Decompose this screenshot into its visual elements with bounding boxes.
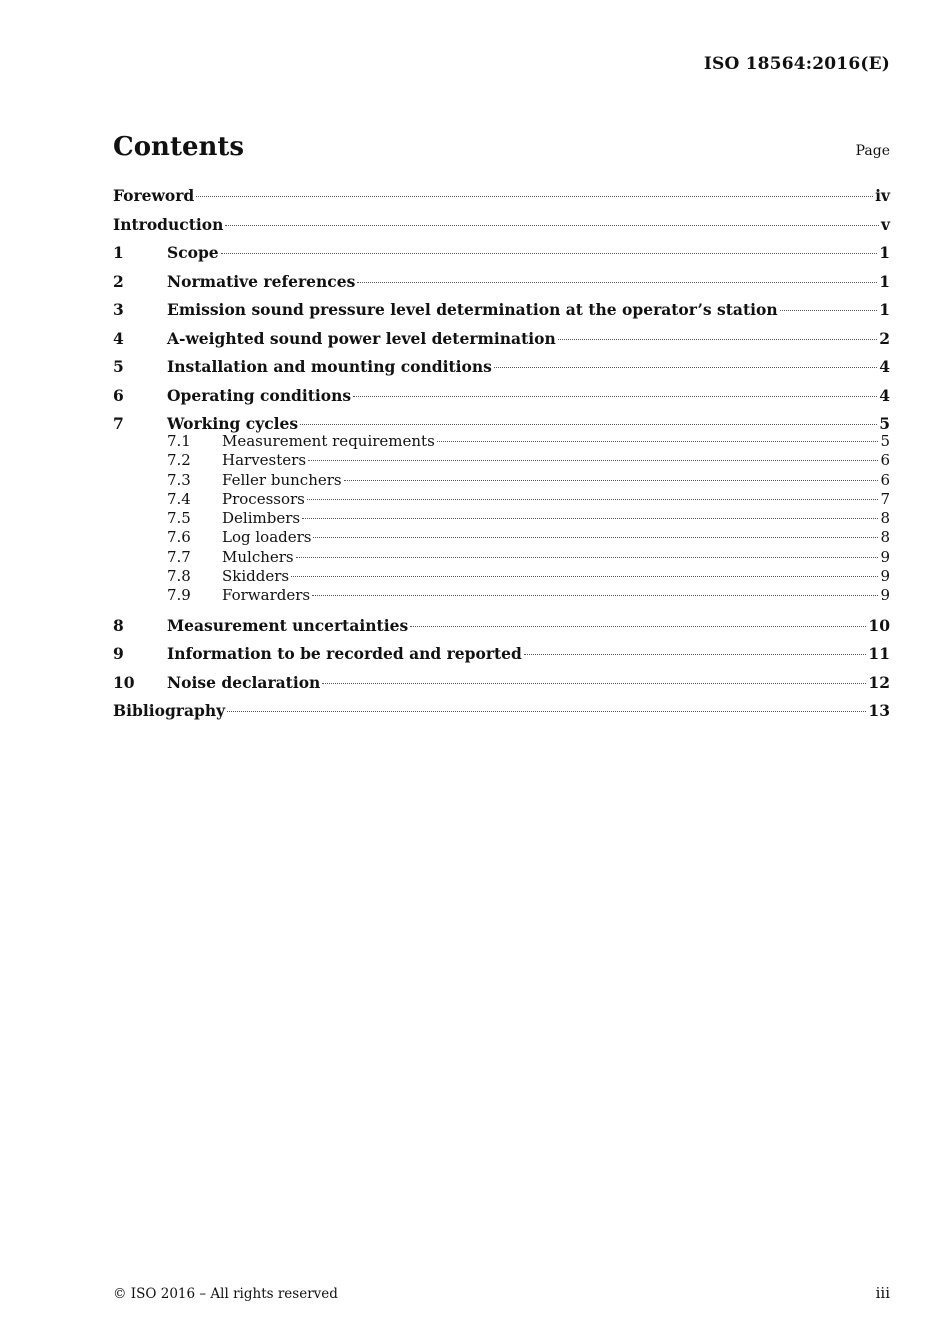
page-column-label: Page	[855, 143, 890, 159]
toc-entry-number: 7.3	[167, 470, 191, 489]
toc-entry-number: 7.9	[167, 586, 191, 605]
toc-entry-page: 9	[880, 586, 890, 605]
toc-entry[interactable]	[113, 567, 890, 586]
toc-entry-page: iv	[875, 186, 890, 205]
toc-entry-page: 2	[879, 328, 890, 348]
toc-entry-number: 7	[113, 414, 124, 433]
contents-title: Contents	[113, 132, 245, 162]
toc-entry-page: 4	[879, 385, 890, 405]
dot-leader	[558, 339, 877, 340]
toc-entry-title: Foreword	[113, 186, 195, 205]
toc-entry-page: 6	[880, 451, 890, 470]
toc-entry[interactable]	[113, 413, 890, 432]
dot-leader	[296, 557, 879, 558]
toc-entry-number: 9	[113, 644, 124, 664]
dot-leader	[524, 654, 867, 655]
dot-leader	[302, 518, 878, 519]
toc-entry-title: Scope	[167, 243, 219, 262]
toc-entry-number: 7.7	[167, 547, 191, 566]
toc-entry-page: 9	[880, 547, 890, 566]
toc-entry-title: Processors	[222, 489, 305, 508]
toc-entry[interactable]	[113, 528, 890, 547]
toc-entry-title: Bibliography	[113, 701, 226, 721]
toc-entry[interactable]	[113, 385, 890, 414]
toc-entry-title: Introduction	[113, 214, 224, 234]
dot-leader	[300, 424, 877, 425]
toc-entry-title: Harvesters	[222, 451, 307, 470]
toc-entry-title: Log loaders	[222, 528, 312, 547]
toc-entry-number: 7.4	[167, 489, 191, 508]
toc-entry-number: 5	[113, 357, 124, 376]
toc-entry[interactable]	[113, 643, 890, 672]
copyright-notice: © ISO 2016 – All rights reserved	[113, 1286, 338, 1302]
toc-entry-title: Operating conditions	[167, 385, 352, 405]
dot-leader	[291, 576, 878, 577]
dot-leader	[410, 626, 866, 627]
toc-entry-page: 1	[879, 271, 890, 291]
toc-entry-page: v	[880, 214, 890, 234]
toc-entry-number: 4	[113, 328, 124, 348]
toc-entry[interactable]	[113, 471, 890, 490]
toc-entry-number: 7.5	[167, 509, 191, 528]
toc-entry[interactable]	[113, 672, 890, 701]
toc-entry-page: 11	[868, 644, 890, 664]
toc-entry[interactable]	[113, 214, 890, 243]
toc-entry-page: 7	[880, 489, 890, 508]
toc-entry-number: 8	[113, 615, 124, 635]
toc-entry-page: 1	[879, 243, 890, 262]
dot-leader	[312, 595, 878, 596]
dot-leader	[313, 537, 878, 538]
toc-entry-title: Working cycles	[167, 414, 299, 433]
toc-entry[interactable]	[113, 700, 890, 729]
toc-entry-number: 6	[113, 385, 124, 405]
dot-leader	[437, 441, 879, 442]
dot-leader	[344, 480, 879, 481]
toc-entry-title: Normative references	[167, 271, 356, 291]
toc-entry-title: Skidders	[222, 567, 290, 586]
toc-entry-page: 4	[879, 357, 890, 376]
toc-entry-number: 2	[113, 271, 124, 291]
toc-entry-title: Information to be recorded and reported	[167, 644, 522, 664]
toc-entry-number: 3	[113, 300, 124, 319]
page-footer	[113, 1284, 890, 1302]
toc-entry[interactable]	[113, 185, 890, 214]
toc-entry-title: A-weighted sound power level determination	[167, 328, 556, 348]
toc-entry-title: Noise declaration	[167, 672, 321, 692]
toc-entry-title: Emission sound pressure level determination at the operator’s station	[167, 300, 778, 319]
dot-leader	[227, 711, 866, 712]
toc-entry[interactable]	[113, 586, 890, 615]
toc-entry-title: Measurement requirements	[222, 432, 435, 450]
toc-entry[interactable]	[113, 242, 890, 271]
toc-entry[interactable]	[113, 548, 890, 567]
toc-entry[interactable]	[113, 451, 890, 470]
toc-entry-title: Forwarders	[222, 586, 311, 605]
dot-leader	[196, 196, 873, 197]
toc-entry-number: 7.6	[167, 528, 191, 547]
toc-entry-page: 9	[880, 567, 890, 586]
toc-entry-number: 7.1	[167, 432, 191, 450]
toc-entry-number: 10	[113, 672, 135, 692]
toc-entry[interactable]	[113, 615, 890, 644]
toc-entry-title: Feller bunchers	[222, 470, 342, 489]
toc-entry-title: Mulchers	[222, 547, 294, 566]
toc-entry[interactable]	[113, 271, 890, 300]
toc-entry-number: 1	[113, 243, 124, 262]
toc-entry[interactable]	[113, 509, 890, 528]
toc-entry[interactable]	[113, 356, 890, 385]
toc-entry-page: 5	[880, 432, 890, 450]
toc-entry-page: 8	[880, 509, 890, 528]
toc-entry-page: 12	[868, 672, 890, 692]
dot-leader	[322, 683, 866, 684]
dot-leader	[225, 225, 879, 226]
toc-entry-number: 7.2	[167, 451, 191, 470]
dot-leader	[357, 282, 877, 283]
toc-entry-page: 8	[880, 528, 890, 547]
toc-entry[interactable]	[113, 432, 890, 451]
dot-leader	[494, 367, 877, 368]
dot-leader	[353, 396, 877, 397]
toc-entry-page: 1	[879, 300, 890, 319]
toc-entry[interactable]	[113, 328, 890, 357]
toc-entry-number: 7.8	[167, 567, 191, 586]
toc-entry-title: Installation and mounting conditions	[167, 357, 492, 376]
toc-entry-page: 6	[880, 470, 890, 489]
dot-leader	[308, 460, 878, 461]
dot-leader	[780, 310, 878, 311]
toc-entry-page: 10	[868, 615, 890, 635]
table-of-contents	[113, 185, 890, 729]
dot-leader	[307, 499, 879, 500]
toc-entry-title: Delimbers	[222, 509, 301, 528]
contents-header	[113, 132, 890, 162]
toc-entry-page: 5	[879, 414, 890, 433]
toc-entry-title: Measurement uncertainties	[167, 615, 409, 635]
toc-entry-page: 13	[868, 701, 890, 721]
dot-leader	[221, 253, 878, 254]
toc-entry[interactable]	[113, 299, 890, 328]
page-number: iii	[875, 1284, 890, 1302]
document-id: ISO 18564:2016(E)	[703, 54, 890, 74]
toc-entry[interactable]	[113, 490, 890, 509]
